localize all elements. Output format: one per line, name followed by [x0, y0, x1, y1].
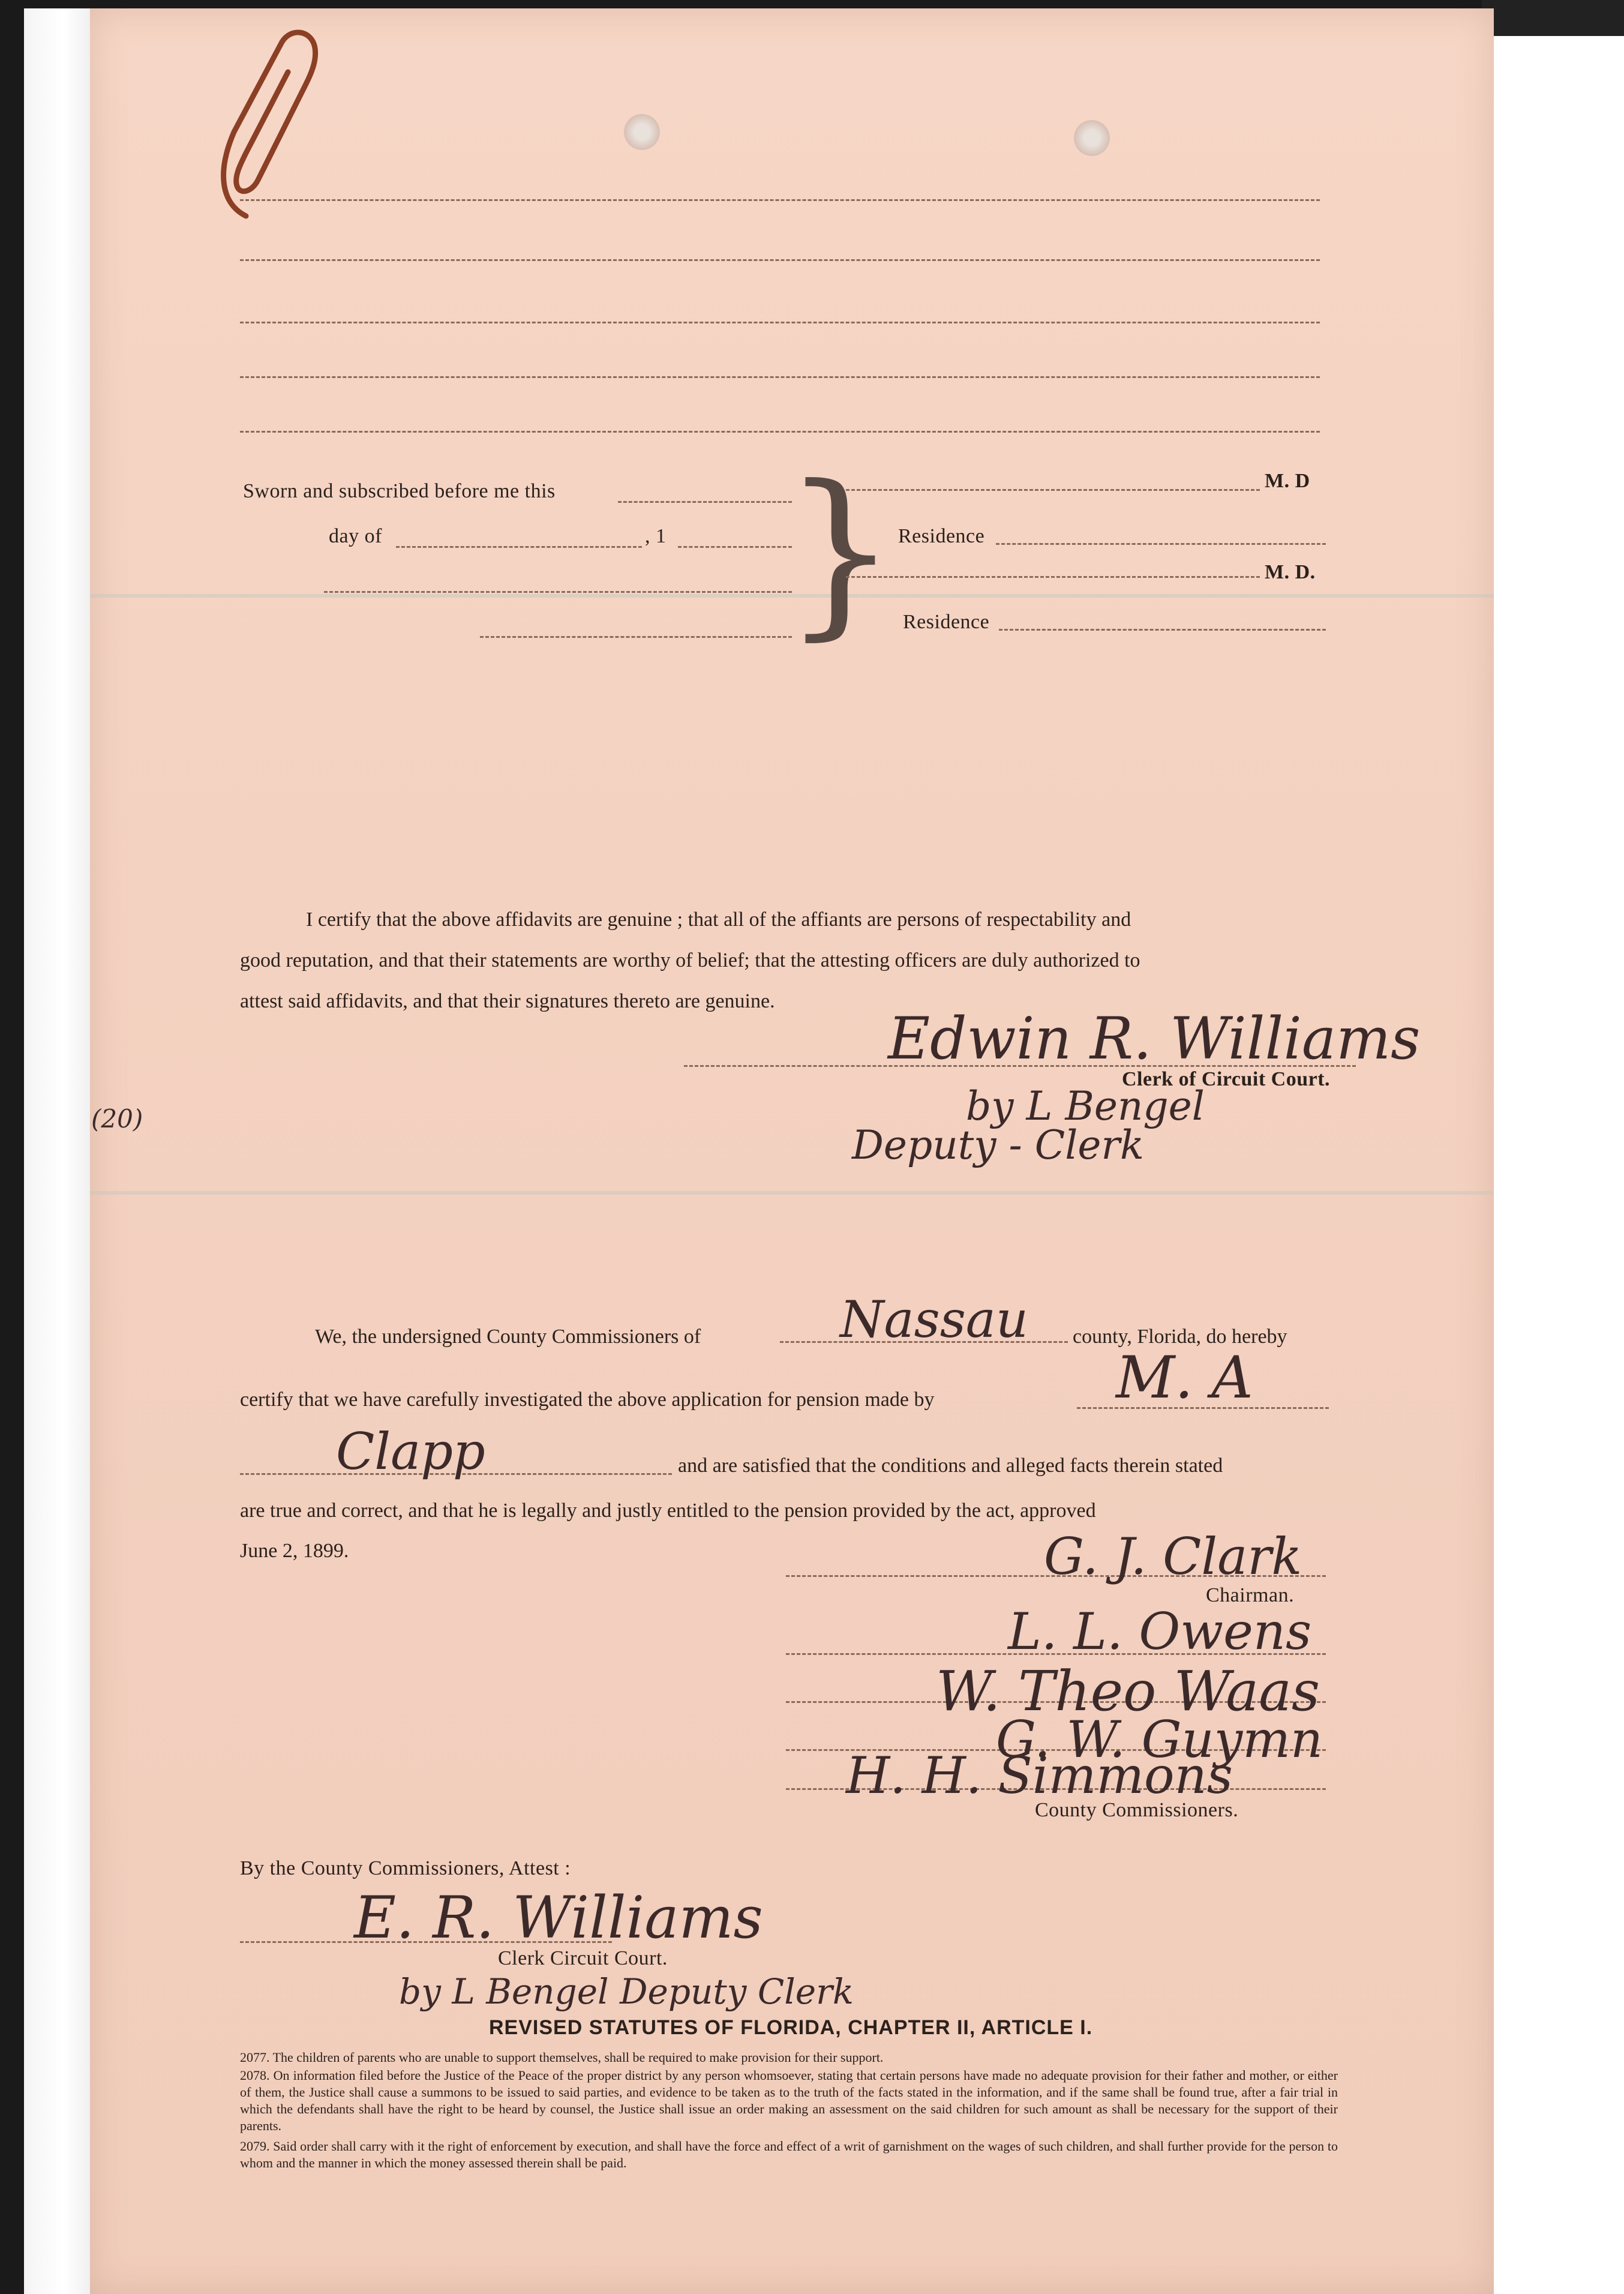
- attest-clerk-title: Clerk Circuit Court.: [498, 1947, 668, 1969]
- commissioner-signature: G. W. Guymn: [996, 1710, 1323, 1769]
- officer-signature-line: [324, 591, 792, 593]
- commissioners-text: June 2, 1899.: [240, 1540, 349, 1562]
- applicant-initials-handwritten: M. A: [1116, 1344, 1253, 1411]
- blank-line: [240, 322, 1320, 323]
- residence-label: Residence: [903, 611, 990, 633]
- statute-2078: 2078. On information filed before the Justice of the Peace of the proper district by any person whomsoever, stating that certain persons have made no adequate provision for their father and mother, or either of them, the Justice shall cause a summons to be issued to said parties, and evidence to be taken as to the truth of the facts stated in the information, and if the same shall be found true, after a fair trial in which the defendants shall have the right to be heard by counsel, the Justice shall issue an order making an assessment on the said children for such amount as shall be necessary for the support of their parents.: [240, 2068, 1338, 2133]
- commissioner-signature: W. Theo Waas: [936, 1659, 1320, 1723]
- scanner-frame-right: [1482, 0, 1624, 36]
- plastic-sleeve: [24, 8, 90, 2294]
- document-page: [90, 8, 1494, 2294]
- certification-line: I certify that the above affidavits are genuine ; that all of the affiants are persons of respectability and: [306, 908, 1131, 931]
- certification-line: attest said affidavits, and that their signatures thereto are genuine.: [240, 990, 775, 1012]
- blank-line: [240, 431, 1320, 433]
- punch-hole-icon: [1074, 120, 1110, 156]
- county-commissioners-label: County Commissioners.: [1035, 1799, 1239, 1821]
- residence-label: Residence: [898, 525, 985, 547]
- deputy-title-handwritten: Deputy - Clerk: [852, 1122, 1145, 1168]
- applicant-surname-handwritten: Clapp: [336, 1422, 485, 1481]
- year-label: , 1: [645, 525, 667, 547]
- attest-label: By the County Commissioners, Attest :: [240, 1857, 571, 1879]
- attest-signature: E. R. Williams: [354, 1884, 763, 1951]
- physician-signature-line: [846, 489, 1260, 491]
- paperclip-icon: [210, 24, 330, 222]
- residence-line: [999, 629, 1326, 631]
- deputy-signature: by L Bengel: [966, 1083, 1205, 1129]
- attest-deputy-signature: by L Bengel Deputy Clerk: [399, 1971, 854, 2012]
- commissioners-text: are true and correct, and that he is legally and justly entitled to the pension provided by the act, approved: [240, 1500, 1096, 1522]
- blank-line: [240, 199, 1320, 201]
- sworn-label: Sworn and subscribed before me this: [243, 480, 556, 502]
- residence-line: [996, 543, 1326, 545]
- commissioners-text: certify that we have carefully investigated the above application for pension made by: [240, 1389, 935, 1411]
- fold-line-lower: [90, 1191, 1494, 1195]
- statute-2077: 2077. The children of parents who are unable to support themselves, shall be required to make provision for their support.: [240, 2050, 884, 2065]
- commissioners-text: and are satisfied that the conditions and alleged facts therein stated: [678, 1455, 1223, 1477]
- brace-icon: }: [783, 447, 897, 656]
- commissioner-signature: H. H. Simmons: [846, 1746, 1233, 1805]
- month-line: [396, 546, 642, 548]
- statutes-heading: REVISED STATUTES OF FLORIDA, CHAPTER II, ARTICLE I.: [489, 2016, 1093, 2039]
- scanner-frame-left: [0, 0, 24, 2294]
- md-label: M. D.: [1265, 561, 1316, 583]
- blank-line: [240, 259, 1320, 261]
- statute-2079: 2079. Said order shall carry with it the right of enforcement by execution, and shall have the force and effect of a writ of garnishment on the wages of such children, and shall further provide for the person to whom and the manner in which the money assessed therein shall be paid.: [240, 2139, 1338, 2170]
- county-handwritten: Nassau: [840, 1290, 1028, 1349]
- certification-line: good reputation, and that their statements are worthy of belief; that the attesting officers are duly authorized to: [240, 949, 1140, 971]
- md-label: M. D: [1265, 470, 1310, 492]
- commissioners-text: We, the undersigned County Commissioners of: [315, 1326, 701, 1348]
- commissioner-signature: L. L. Owens: [1008, 1602, 1312, 1661]
- clerk-signature: Edwin R. Williams: [888, 1005, 1421, 1072]
- punch-hole-icon: [624, 114, 660, 150]
- day-of-label: day of: [329, 525, 382, 547]
- physician-signature-line: [846, 576, 1260, 578]
- officer-title-line: [480, 636, 792, 638]
- scanner-frame-top: [0, 0, 1624, 8]
- margin-note: (20): [91, 1104, 143, 1133]
- sworn-day-line: [618, 501, 792, 503]
- blank-line: [240, 376, 1320, 378]
- clerk-title: Clerk of Circuit Court.: [1122, 1068, 1331, 1090]
- year-line: [678, 546, 792, 548]
- commissioners-text: county, Florida, do hereby: [1073, 1326, 1287, 1348]
- chairman-label: Chairman.: [1206, 1584, 1295, 1606]
- commissioner-signature: G. J. Clark: [1044, 1527, 1302, 1586]
